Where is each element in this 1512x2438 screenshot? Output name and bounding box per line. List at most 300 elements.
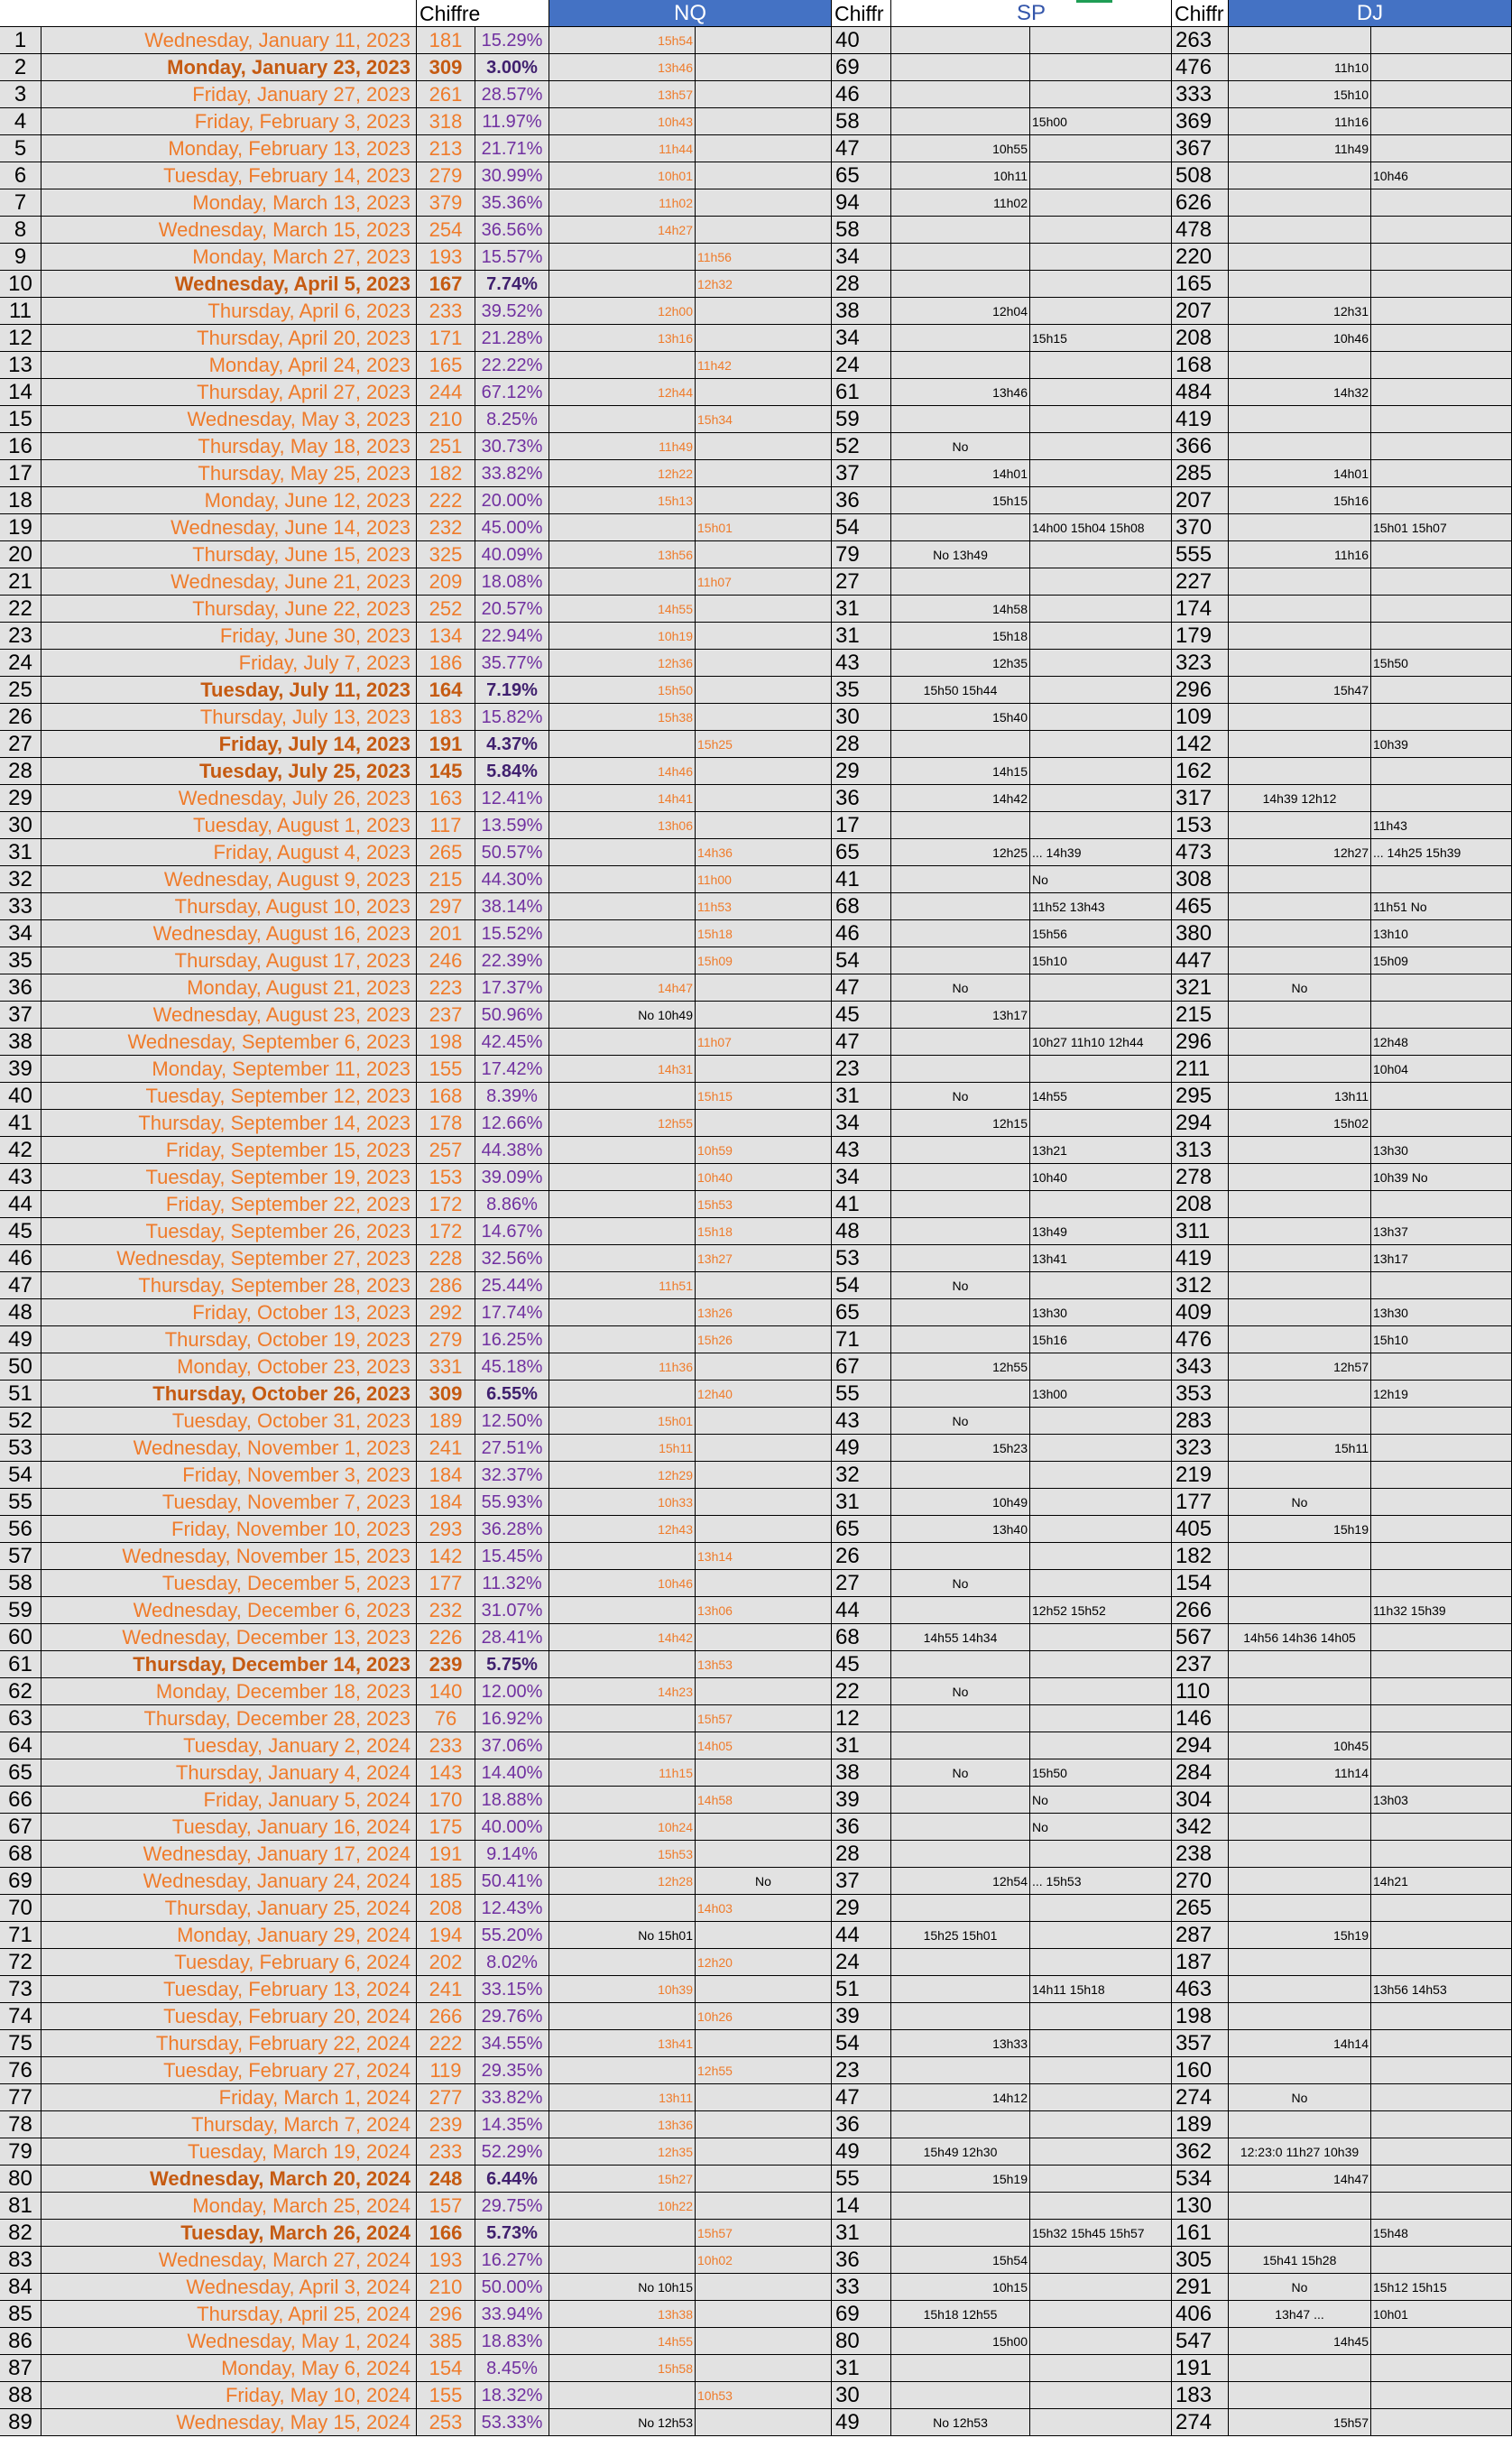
- sp-chiffre-cell[interactable]: 29: [832, 758, 891, 785]
- date-cell[interactable]: Tuesday, July 25, 2023: [41, 758, 417, 785]
- sp-chiffre-cell[interactable]: 35: [832, 677, 891, 704]
- sp-time-a[interactable]: [891, 514, 1030, 541]
- chiffre-cell[interactable]: 191: [417, 731, 475, 758]
- dj-time-b[interactable]: [1371, 1110, 1512, 1137]
- nq-time-a[interactable]: 15h50: [549, 677, 696, 704]
- sp-time-b[interactable]: 15h15: [1030, 325, 1172, 352]
- sp-chiffre-cell[interactable]: 58: [832, 108, 891, 135]
- dj-chiffre-cell[interactable]: 198: [1172, 2003, 1229, 2030]
- dj-chiffre-cell[interactable]: 308: [1172, 866, 1229, 893]
- dj-time-b[interactable]: [1371, 1191, 1512, 1218]
- sp-time-a[interactable]: 14h42: [891, 785, 1030, 812]
- sp-time-b[interactable]: [1030, 1651, 1172, 1678]
- sp-chiffre-cell[interactable]: 31: [832, 1083, 891, 1110]
- row-number[interactable]: 71: [0, 1922, 41, 1949]
- date-cell[interactable]: Friday, November 10, 2023: [41, 1516, 417, 1543]
- dj-time-a[interactable]: [1229, 2382, 1371, 2409]
- percent-cell[interactable]: 32.37%: [475, 1462, 549, 1489]
- row-number[interactable]: 78: [0, 2111, 41, 2138]
- date-cell[interactable]: Thursday, July 13, 2023: [41, 704, 417, 731]
- percent-cell[interactable]: 16.25%: [475, 1326, 549, 1353]
- date-cell[interactable]: Thursday, August 10, 2023: [41, 893, 417, 920]
- dj-time-b[interactable]: [1371, 2030, 1512, 2057]
- nq-time-a[interactable]: [549, 1543, 696, 1570]
- chiffre-cell[interactable]: 145: [417, 758, 475, 785]
- percent-cell[interactable]: 18.32%: [475, 2382, 549, 2409]
- sp-chiffre-cell[interactable]: 44: [832, 1597, 891, 1624]
- percent-cell[interactable]: 28.57%: [475, 81, 549, 108]
- sp-time-b[interactable]: 15h00: [1030, 108, 1172, 135]
- sp-time-a[interactable]: [891, 271, 1030, 298]
- chiffre-cell[interactable]: 215: [417, 866, 475, 893]
- dj-time-b[interactable]: [1371, 2111, 1512, 2138]
- sp-chiffre-cell[interactable]: 33: [832, 2274, 891, 2301]
- dj-time-b[interactable]: [1371, 81, 1512, 108]
- percent-cell[interactable]: 22.39%: [475, 947, 549, 974]
- chiffre-cell[interactable]: 181: [417, 27, 475, 54]
- nq-time-a[interactable]: 15h11: [549, 1435, 696, 1462]
- sp-chiffre-cell[interactable]: 31: [832, 2355, 891, 2382]
- dj-chiffre-cell[interactable]: 508: [1172, 162, 1229, 189]
- sp-time-b[interactable]: 12h52 15h52: [1030, 1597, 1172, 1624]
- percent-cell[interactable]: 53.33%: [475, 2409, 549, 2436]
- dj-time-b[interactable]: [1371, 1516, 1512, 1543]
- sp-chiffre-cell[interactable]: 34: [832, 1164, 891, 1191]
- sp-chiffre-cell[interactable]: 37: [832, 1868, 891, 1895]
- sp-time-a[interactable]: No: [891, 974, 1030, 1002]
- sp-chiffre-cell[interactable]: 51: [832, 1976, 891, 2003]
- sp-chiffre-cell[interactable]: 47: [832, 974, 891, 1002]
- dj-time-a[interactable]: [1229, 27, 1371, 54]
- nq-time-a[interactable]: 12h55: [549, 1110, 696, 1137]
- nq-time-b[interactable]: 15h34: [696, 406, 832, 433]
- row-number[interactable]: 9: [0, 244, 41, 271]
- dj-time-b[interactable]: [1371, 325, 1512, 352]
- sp-chiffre-cell[interactable]: 23: [832, 1056, 891, 1083]
- date-cell[interactable]: Tuesday, March 26, 2024: [41, 2220, 417, 2247]
- row-number[interactable]: 29: [0, 785, 41, 812]
- sp-time-b[interactable]: No: [1030, 1814, 1172, 1841]
- dj-chiffre-cell[interactable]: 237: [1172, 1651, 1229, 1678]
- chiffre-cell[interactable]: 379: [417, 189, 475, 217]
- date-cell[interactable]: Thursday, April 20, 2023: [41, 325, 417, 352]
- dj-time-a[interactable]: [1229, 406, 1371, 433]
- sp-time-b[interactable]: [1030, 352, 1172, 379]
- sp-time-a[interactable]: [891, 2003, 1030, 2030]
- nq-time-b[interactable]: [696, 1678, 832, 1705]
- nq-time-a[interactable]: [549, 1029, 696, 1056]
- dj-chiffre-cell[interactable]: 187: [1172, 1949, 1229, 1976]
- dj-time-b[interactable]: ... 14h25 15h39: [1371, 839, 1512, 866]
- dj-chiffre-cell[interactable]: 153: [1172, 812, 1229, 839]
- dj-time-b[interactable]: [1371, 2057, 1512, 2084]
- nq-time-b[interactable]: [696, 1759, 832, 1787]
- nq-time-a[interactable]: 14h41: [549, 785, 696, 812]
- nq-time-b[interactable]: 15h09: [696, 947, 832, 974]
- dj-time-b[interactable]: [1371, 1651, 1512, 1678]
- sp-time-b[interactable]: [1030, 2193, 1172, 2220]
- nq-time-a[interactable]: 12h36: [549, 650, 696, 677]
- dj-time-a[interactable]: [1229, 650, 1371, 677]
- sp-time-b[interactable]: [1030, 162, 1172, 189]
- sp-chiffre-cell[interactable]: 40: [832, 27, 891, 54]
- chiffre-cell[interactable]: 261: [417, 81, 475, 108]
- dj-time-a[interactable]: [1229, 1678, 1371, 1705]
- chiffre-cell[interactable]: 193: [417, 2247, 475, 2274]
- dj-time-b[interactable]: [1371, 2247, 1512, 2274]
- dj-chiffre-cell[interactable]: 419: [1172, 1245, 1229, 1272]
- chiffre-cell[interactable]: 185: [417, 1868, 475, 1895]
- dj-time-a[interactable]: 14h47: [1229, 2166, 1371, 2193]
- dj-chiffre-cell[interactable]: 476: [1172, 54, 1229, 81]
- nq-time-a[interactable]: [549, 839, 696, 866]
- date-cell[interactable]: Friday, May 10, 2024: [41, 2382, 417, 2409]
- row-number[interactable]: 30: [0, 812, 41, 839]
- date-cell[interactable]: Thursday, December 28, 2023: [41, 1705, 417, 1732]
- row-number[interactable]: 89: [0, 2409, 41, 2436]
- nq-time-a[interactable]: [549, 271, 696, 298]
- dj-time-b[interactable]: 15h10: [1371, 1326, 1512, 1353]
- dj-time-b[interactable]: [1371, 1543, 1512, 1570]
- sp-chiffre-cell[interactable]: 39: [832, 2003, 891, 2030]
- sp-time-b[interactable]: [1030, 2030, 1172, 2057]
- chiffre-cell[interactable]: 233: [417, 298, 475, 325]
- percent-cell[interactable]: 14.40%: [475, 1759, 549, 1787]
- percent-cell[interactable]: 18.88%: [475, 1787, 549, 1814]
- dj-time-a[interactable]: [1229, 1002, 1371, 1029]
- sp-time-b[interactable]: [1030, 758, 1172, 785]
- row-number[interactable]: 73: [0, 1976, 41, 2003]
- nq-time-b[interactable]: 11h56: [696, 244, 832, 271]
- date-cell[interactable]: Wednesday, November 1, 2023: [41, 1435, 417, 1462]
- row-number[interactable]: 51: [0, 1381, 41, 1408]
- date-cell[interactable]: Tuesday, September 19, 2023: [41, 1164, 417, 1191]
- percent-cell[interactable]: 8.02%: [475, 1949, 549, 1976]
- sp-time-a[interactable]: [891, 2220, 1030, 2247]
- chiffre-cell[interactable]: 254: [417, 217, 475, 244]
- nq-time-b[interactable]: [696, 974, 832, 1002]
- sp-chiffre-cell[interactable]: 47: [832, 135, 891, 162]
- date-cell[interactable]: Thursday, September 28, 2023: [41, 1272, 417, 1299]
- nq-time-a[interactable]: [549, 1381, 696, 1408]
- sp-time-b[interactable]: [1030, 2328, 1172, 2355]
- dj-time-b[interactable]: [1371, 406, 1512, 433]
- nq-time-b[interactable]: [696, 812, 832, 839]
- nq-time-b[interactable]: 15h26: [696, 1326, 832, 1353]
- nq-time-b[interactable]: [696, 298, 832, 325]
- row-number[interactable]: 61: [0, 1651, 41, 1678]
- sp-time-b[interactable]: 14h11 15h18: [1030, 1976, 1172, 2003]
- nq-time-a[interactable]: [549, 893, 696, 920]
- dj-time-a[interactable]: [1229, 1597, 1371, 1624]
- dj-time-a[interactable]: [1229, 1949, 1371, 1976]
- dj-chiffre-cell[interactable]: 110: [1172, 1678, 1229, 1705]
- dj-time-a[interactable]: 15h10: [1229, 81, 1371, 108]
- nq-time-a[interactable]: [549, 1787, 696, 1814]
- sp-chiffre-cell[interactable]: 38: [832, 1759, 891, 1787]
- nq-time-b[interactable]: [696, 2166, 832, 2193]
- sp-chiffre-cell[interactable]: 46: [832, 81, 891, 108]
- sp-time-b[interactable]: No: [1030, 1787, 1172, 1814]
- dj-time-b[interactable]: 13h30: [1371, 1299, 1512, 1326]
- date-cell[interactable]: Tuesday, January 2, 2024: [41, 1732, 417, 1759]
- date-cell[interactable]: Wednesday, August 16, 2023: [41, 920, 417, 947]
- sp-time-a[interactable]: [891, 731, 1030, 758]
- percent-cell[interactable]: 33.82%: [475, 460, 549, 487]
- nq-time-b[interactable]: 10h59: [696, 1137, 832, 1164]
- sp-time-b[interactable]: ... 14h39: [1030, 839, 1172, 866]
- sp-chiffre-cell[interactable]: 69: [832, 54, 891, 81]
- sp-time-b[interactable]: [1030, 1408, 1172, 1435]
- date-cell[interactable]: Monday, March 13, 2023: [41, 189, 417, 217]
- row-number[interactable]: 54: [0, 1462, 41, 1489]
- sp-chiffre-cell[interactable]: 24: [832, 352, 891, 379]
- chiffre-cell[interactable]: 182: [417, 460, 475, 487]
- dj-chiffre-cell[interactable]: 484: [1172, 379, 1229, 406]
- sp-chiffre-cell[interactable]: 94: [832, 189, 891, 217]
- dj-time-b[interactable]: [1371, 1435, 1512, 1462]
- row-number[interactable]: 57: [0, 1543, 41, 1570]
- dj-time-a[interactable]: [1229, 2193, 1371, 2220]
- sp-time-b[interactable]: [1030, 27, 1172, 54]
- dj-chiffre-cell[interactable]: 555: [1172, 541, 1229, 568]
- date-cell[interactable]: Tuesday, January 16, 2024: [41, 1814, 417, 1841]
- dj-time-a[interactable]: [1229, 162, 1371, 189]
- sp-time-b[interactable]: [1030, 298, 1172, 325]
- dj-chiffre-cell[interactable]: 215: [1172, 1002, 1229, 1029]
- percent-cell[interactable]: 14.35%: [475, 2111, 549, 2138]
- dj-time-a[interactable]: 10h45: [1229, 1732, 1371, 1759]
- sp-chiffre-cell[interactable]: 39: [832, 1787, 891, 1814]
- nq-time-a[interactable]: 12h22: [549, 460, 696, 487]
- nq-time-b[interactable]: 13h26: [696, 1299, 832, 1326]
- dj-chiffre-cell[interactable]: 478: [1172, 217, 1229, 244]
- sp-chiffre-cell[interactable]: 41: [832, 1191, 891, 1218]
- dj-time-b[interactable]: [1371, 2193, 1512, 2220]
- dj-time-b[interactable]: [1371, 758, 1512, 785]
- nq-time-a[interactable]: 13h41: [549, 2030, 696, 2057]
- nq-time-b[interactable]: [696, 1814, 832, 1841]
- dj-time-a[interactable]: [1229, 1272, 1371, 1299]
- nq-time-a[interactable]: 14h23: [549, 1678, 696, 1705]
- row-number[interactable]: 12: [0, 325, 41, 352]
- sp-time-b[interactable]: [1030, 1110, 1172, 1137]
- dj-chiffre-cell[interactable]: 369: [1172, 108, 1229, 135]
- chiffre-cell[interactable]: 194: [417, 1922, 475, 1949]
- dj-time-a[interactable]: 14h01: [1229, 460, 1371, 487]
- percent-cell[interactable]: 36.28%: [475, 1516, 549, 1543]
- dj-time-b[interactable]: 10h04: [1371, 1056, 1512, 1083]
- nq-time-b[interactable]: 14h36: [696, 839, 832, 866]
- date-cell[interactable]: Thursday, October 19, 2023: [41, 1326, 417, 1353]
- row-number[interactable]: 11: [0, 298, 41, 325]
- sp-time-b[interactable]: [1030, 1895, 1172, 1922]
- dj-chiffre-cell[interactable]: 263: [1172, 27, 1229, 54]
- nq-time-a[interactable]: 12h35: [549, 2138, 696, 2166]
- sp-time-a[interactable]: [891, 244, 1030, 271]
- dj-time-b[interactable]: [1371, 596, 1512, 623]
- percent-cell[interactable]: 17.37%: [475, 974, 549, 1002]
- percent-cell[interactable]: 55.20%: [475, 1922, 549, 1949]
- dj-chiffre-cell[interactable]: 343: [1172, 1353, 1229, 1381]
- sp-chiffre-cell[interactable]: 34: [832, 1110, 891, 1137]
- dj-time-b[interactable]: [1371, 135, 1512, 162]
- date-cell[interactable]: Monday, February 13, 2023: [41, 135, 417, 162]
- sp-time-b[interactable]: 15h10: [1030, 947, 1172, 974]
- percent-cell[interactable]: 34.55%: [475, 2030, 549, 2057]
- nq-time-a[interactable]: [549, 947, 696, 974]
- sp-chiffre-cell[interactable]: 54: [832, 947, 891, 974]
- chiffre-cell[interactable]: 286: [417, 1272, 475, 1299]
- row-number[interactable]: 81: [0, 2193, 41, 2220]
- nq-time-b[interactable]: [696, 108, 832, 135]
- row-number[interactable]: 7: [0, 189, 41, 217]
- sp-chiffre-cell[interactable]: 36: [832, 2111, 891, 2138]
- sp-time-b[interactable]: 13h30: [1030, 1299, 1172, 1326]
- dj-time-a[interactable]: 11h14: [1229, 1759, 1371, 1787]
- dj-time-b[interactable]: [1371, 1841, 1512, 1868]
- chiffre-cell[interactable]: 140: [417, 1678, 475, 1705]
- nq-time-b[interactable]: [696, 785, 832, 812]
- sp-chiffre-cell[interactable]: 27: [832, 1570, 891, 1597]
- sp-time-b[interactable]: [1030, 541, 1172, 568]
- date-cell[interactable]: Thursday, September 14, 2023: [41, 1110, 417, 1137]
- nq-time-a[interactable]: No 10h49: [549, 1002, 696, 1029]
- nq-time-a[interactable]: [549, 1705, 696, 1732]
- row-number[interactable]: 1: [0, 27, 41, 54]
- nq-time-b[interactable]: 15h53: [696, 1191, 832, 1218]
- dj-chiffre-cell[interactable]: 447: [1172, 947, 1229, 974]
- nq-time-a[interactable]: 14h42: [549, 1624, 696, 1651]
- sp-chiffre-cell[interactable]: 28: [832, 1841, 891, 1868]
- sp-time-b[interactable]: [1030, 2301, 1172, 2328]
- sp-time-b[interactable]: [1030, 2382, 1172, 2409]
- sp-chiffre-cell[interactable]: 54: [832, 1272, 891, 1299]
- date-cell[interactable]: Tuesday, February 14, 2023: [41, 162, 417, 189]
- nq-time-a[interactable]: 10h01: [549, 162, 696, 189]
- date-cell[interactable]: Friday, October 13, 2023: [41, 1299, 417, 1326]
- sp-time-a[interactable]: [891, 2382, 1030, 2409]
- dj-time-a[interactable]: [1229, 1164, 1371, 1191]
- nq-time-a[interactable]: [549, 352, 696, 379]
- chiffre-cell[interactable]: 296: [417, 2301, 475, 2328]
- dj-time-b[interactable]: [1371, 1353, 1512, 1381]
- dj-time-b[interactable]: 12h19: [1371, 1381, 1512, 1408]
- dj-chiffre-cell[interactable]: 220: [1172, 244, 1229, 271]
- chiffre-cell[interactable]: 223: [417, 974, 475, 1002]
- header-nq[interactable]: NQ: [549, 0, 832, 27]
- dj-time-a[interactable]: [1229, 866, 1371, 893]
- date-cell[interactable]: Friday, June 30, 2023: [41, 623, 417, 650]
- sp-time-a[interactable]: No 12h53: [891, 2409, 1030, 2436]
- sp-time-a[interactable]: 12h55: [891, 1353, 1030, 1381]
- date-cell[interactable]: Wednesday, July 26, 2023: [41, 785, 417, 812]
- dj-chiffre-cell[interactable]: 283: [1172, 1408, 1229, 1435]
- percent-cell[interactable]: 33.94%: [475, 2301, 549, 2328]
- dj-time-a[interactable]: 12h27: [1229, 839, 1371, 866]
- row-number[interactable]: 33: [0, 893, 41, 920]
- sp-time-b[interactable]: [1030, 1462, 1172, 1489]
- sp-time-b[interactable]: [1030, 1516, 1172, 1543]
- nq-time-a[interactable]: No 15h01: [549, 1922, 696, 1949]
- sp-time-a[interactable]: No: [891, 433, 1030, 460]
- dj-time-b[interactable]: [1371, 2084, 1512, 2111]
- dj-chiffre-cell[interactable]: 305: [1172, 2247, 1229, 2274]
- dj-time-a[interactable]: [1229, 947, 1371, 974]
- percent-cell[interactable]: 9.14%: [475, 1841, 549, 1868]
- sp-time-b[interactable]: [1030, 460, 1172, 487]
- chiffre-cell[interactable]: 177: [417, 1570, 475, 1597]
- date-cell[interactable]: Tuesday, August 1, 2023: [41, 812, 417, 839]
- nq-time-b[interactable]: [696, 2138, 832, 2166]
- nq-time-b[interactable]: 12h32: [696, 271, 832, 298]
- percent-cell[interactable]: 25.44%: [475, 1272, 549, 1299]
- chiffre-cell[interactable]: 189: [417, 1408, 475, 1435]
- sp-time-b[interactable]: [1030, 677, 1172, 704]
- percent-cell[interactable]: 31.07%: [475, 1597, 549, 1624]
- sp-time-b[interactable]: [1030, 1678, 1172, 1705]
- nq-time-a[interactable]: 15h13: [549, 487, 696, 514]
- sp-time-b[interactable]: 14h55: [1030, 1083, 1172, 1110]
- sp-time-a[interactable]: 10h11: [891, 162, 1030, 189]
- sp-chiffre-cell[interactable]: 67: [832, 1353, 891, 1381]
- dj-chiffre-cell[interactable]: 130: [1172, 2193, 1229, 2220]
- dj-time-b[interactable]: [1371, 1814, 1512, 1841]
- percent-cell[interactable]: 18.83%: [475, 2328, 549, 2355]
- nq-time-b[interactable]: [696, 2328, 832, 2355]
- sp-time-a[interactable]: [891, 2057, 1030, 2084]
- sp-chiffre-cell[interactable]: 61: [832, 379, 891, 406]
- chiffre-cell[interactable]: 172: [417, 1191, 475, 1218]
- dj-time-b[interactable]: [1371, 298, 1512, 325]
- nq-time-a[interactable]: 11h44: [549, 135, 696, 162]
- dj-chiffre-cell[interactable]: 154: [1172, 1570, 1229, 1597]
- sp-time-a[interactable]: No 13h49: [891, 541, 1030, 568]
- sp-time-b[interactable]: [1030, 1624, 1172, 1651]
- date-cell[interactable]: Wednesday, May 15, 2024: [41, 2409, 417, 2436]
- nq-time-b[interactable]: [696, 433, 832, 460]
- dj-time-a[interactable]: 13h11: [1229, 1083, 1371, 1110]
- sp-time-b[interactable]: [1030, 54, 1172, 81]
- percent-cell[interactable]: 15.29%: [475, 27, 549, 54]
- nq-time-a[interactable]: 14h27: [549, 217, 696, 244]
- sp-chiffre-cell[interactable]: 54: [832, 2030, 891, 2057]
- sp-time-b[interactable]: [1030, 1353, 1172, 1381]
- dj-time-a[interactable]: [1229, 623, 1371, 650]
- nq-time-b[interactable]: 11h53: [696, 893, 832, 920]
- nq-time-a[interactable]: 12h29: [549, 1462, 696, 1489]
- dj-time-b[interactable]: 13h03: [1371, 1787, 1512, 1814]
- row-number[interactable]: 84: [0, 2274, 41, 2301]
- row-number[interactable]: 66: [0, 1787, 41, 1814]
- percent-cell[interactable]: 6.55%: [475, 1381, 549, 1408]
- dj-chiffre-cell[interactable]: 419: [1172, 406, 1229, 433]
- sp-time-b[interactable]: [1030, 2274, 1172, 2301]
- percent-cell[interactable]: 32.56%: [475, 1245, 549, 1272]
- dj-time-a[interactable]: [1229, 1137, 1371, 1164]
- dj-time-a[interactable]: [1229, 189, 1371, 217]
- sp-time-b[interactable]: [1030, 81, 1172, 108]
- sp-time-a[interactable]: [891, 54, 1030, 81]
- nq-time-b[interactable]: [696, 1922, 832, 1949]
- dj-chiffre-cell[interactable]: 317: [1172, 785, 1229, 812]
- dj-time-b[interactable]: 13h30: [1371, 1137, 1512, 1164]
- sp-time-b[interactable]: 10h27 11h10 12h44: [1030, 1029, 1172, 1056]
- row-number[interactable]: 46: [0, 1245, 41, 1272]
- sp-chiffre-cell[interactable]: 49: [832, 2409, 891, 2436]
- percent-cell[interactable]: 21.71%: [475, 135, 549, 162]
- sp-time-a[interactable]: No: [891, 1408, 1030, 1435]
